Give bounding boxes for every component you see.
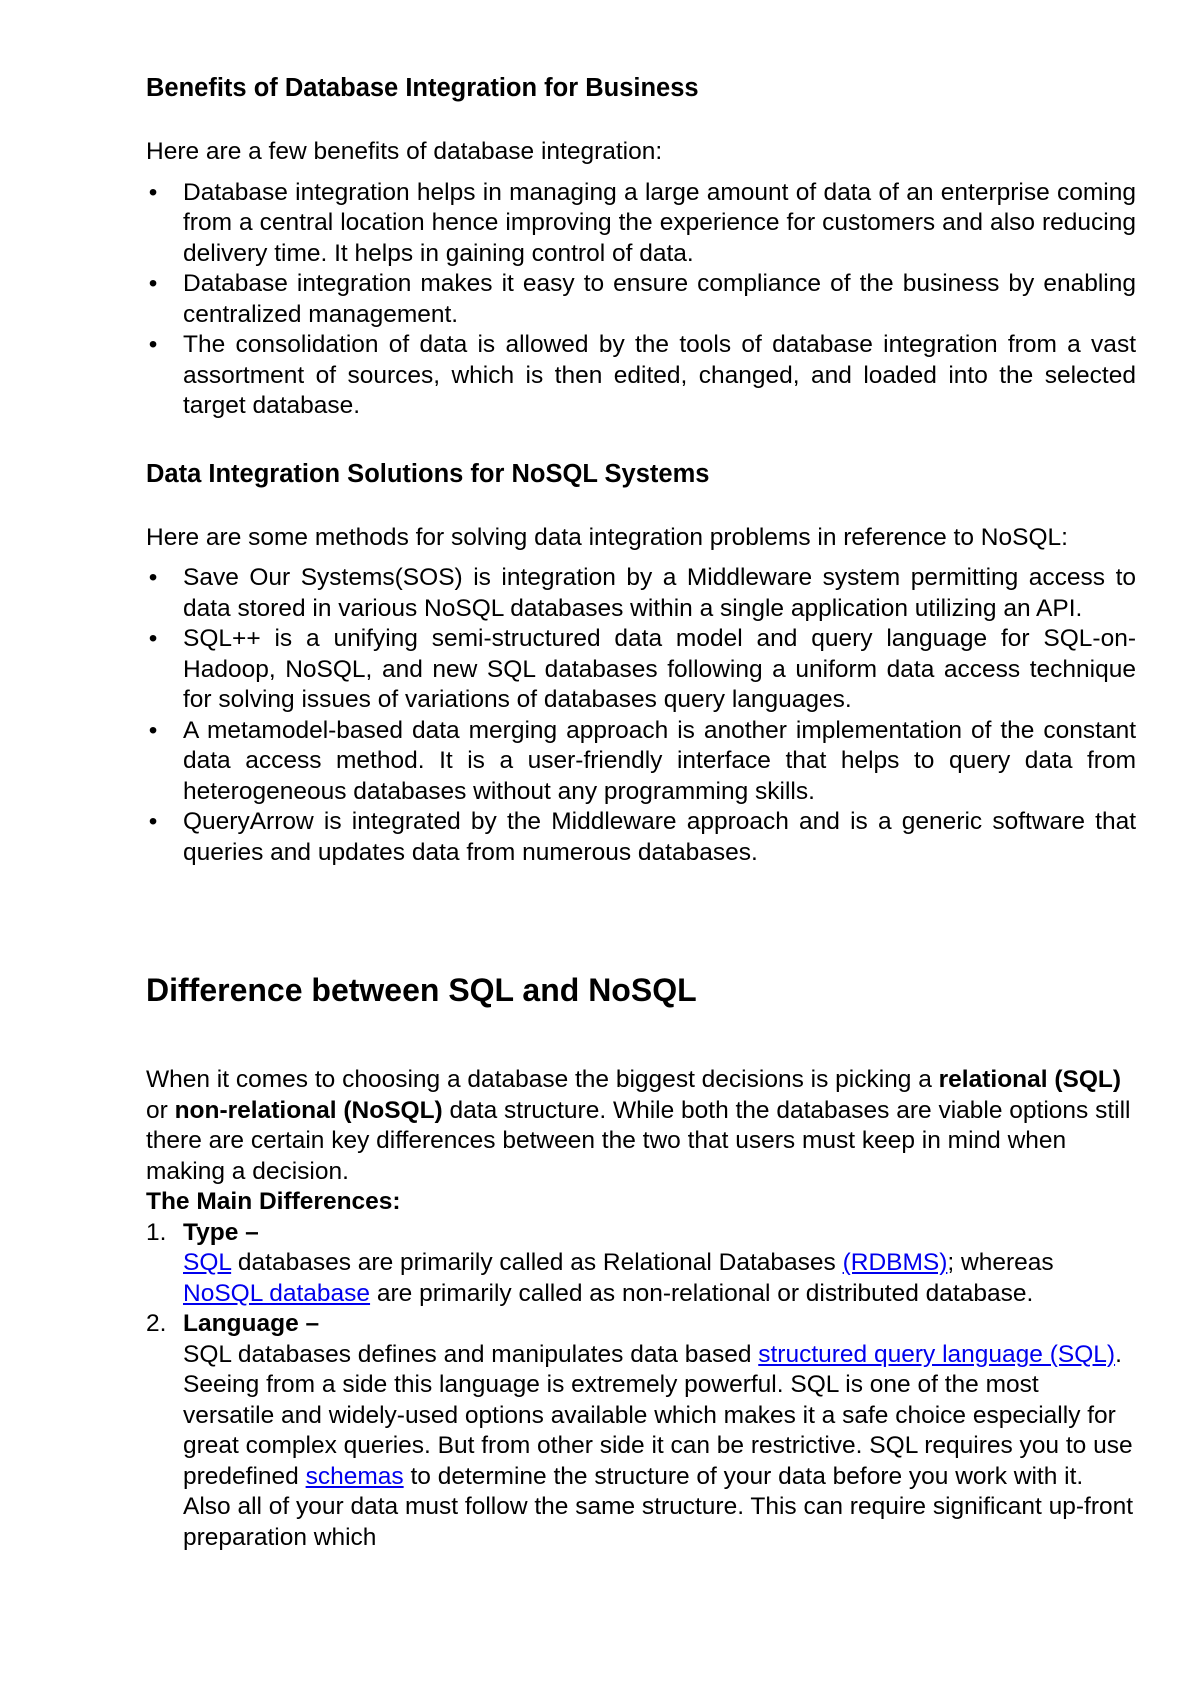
intro-text: or (146, 1096, 175, 1124)
bullet-icon: • (148, 331, 158, 358)
structured-query-language-link[interactable]: structured query language (SQL) (758, 1340, 1116, 1368)
sql-nosql-intro (146, 1065, 1136, 1187)
intro-bold-nonrelational: non-relational (NoSQL) (174, 1096, 443, 1124)
item-text: to determine the structure of your data before you work with it. Also all of your data must follow the same structure. This can require significant up-front preparation which (183, 1462, 1134, 1551)
list-item-text: SQL++ is a unifying semi-structured data model and query language for SQL-on-Hadoop, NoSQL, and new SQL databases following a uniform data access technique for solving issues of variations of databases query languages. (183, 625, 1136, 713)
page-title: Difference between SQL and NoSQL (146, 972, 697, 1008)
list-item-text: Save Our Systems(SOS) is integration by a Middleware system permitting access to data stored in various NoSQL databases within a single application utilizing an API. (183, 564, 1136, 622)
list-item (146, 624, 1136, 716)
document-page (146, 70, 1136, 1553)
section-heading-nosql-solutions: Data Integration Solutions for NoSQL Systems (146, 459, 710, 488)
list-item-text: Database integration makes it easy to ensure compliance of the business by enabling centralized management. (183, 270, 1136, 328)
section-heading-benefits: Benefits of Database Integration for Business (146, 74, 699, 102)
item-text: . Seeing from a side this language is extremely powerful. SQL is one of the most versatile and widely-used options available which makes it a safe choice especially for great complex queries. But from other side it can be restrictive. SQL requires you to use predefined (183, 1340, 1133, 1490)
intro-text: When it comes to choosing a database the biggest decisions is picking a (146, 1066, 939, 1093)
list-item (146, 1218, 1136, 1310)
item-text: SQL databases defines and manipulates data based (183, 1340, 759, 1368)
list-item (146, 716, 1136, 808)
item-text: ; whereas (947, 1249, 1054, 1276)
nosql-solutions-list (146, 563, 1136, 868)
benefits-list (146, 178, 1136, 422)
bullet-icon: • (148, 625, 158, 652)
list-item (146, 269, 1136, 330)
bullet-icon: • (148, 564, 158, 591)
benefits-intro: Here are a few benefits of database integration: (146, 138, 663, 165)
main-differences-label: The Main Differences: (146, 1188, 401, 1215)
list-item (146, 178, 1136, 270)
nosql-database-link[interactable]: NoSQL database (183, 1279, 371, 1307)
list-number: 2. (146, 1310, 167, 1337)
list-item-text: Database integration helps in managing a large amount of data of an enterprise coming from a central location hence improving the experience for customers and also reducing delivery time. It helps in gaining control of data. (183, 178, 1136, 267)
list-number: 1. (146, 1218, 167, 1246)
list-item-text: The consolidation of data is allowed by the tools of database integration from a vast assortment of sources, which is then edited, changed, and loaded into the selected target database. (183, 331, 1136, 419)
item-text: databases are primarily called as Relational Databases (231, 1249, 843, 1276)
list-item (146, 1309, 1136, 1553)
item-title: Type – (183, 1218, 259, 1246)
intro-bold-relational: relational (SQL) (938, 1066, 1122, 1093)
intro-text: data structure. While both the databases are viable options still there are certain key differences between the two that users must keep in mind when making a decision. (146, 1096, 1131, 1185)
list-item-text: QueryArrow is integrated by the Middleware approach and is a generic software that queries and updates data from numerous databases. (183, 808, 1136, 866)
item-text: are primarily called as non-relational or distributed database. (370, 1279, 1034, 1307)
list-item (146, 330, 1136, 422)
bullet-icon: • (148, 808, 158, 835)
list-item (146, 807, 1136, 868)
schemas-link[interactable]: schemas (305, 1462, 404, 1490)
list-item-text: A metamodel-based data merging approach is another implementation of the constant data access method. It is a user-friendly interface that helps to query data from heterogeneous databases without any programming skills. (183, 716, 1136, 805)
sql-link[interactable]: SQL (183, 1249, 232, 1276)
bullet-icon: • (148, 716, 158, 744)
item-title: Language – (183, 1310, 320, 1337)
bullet-icon: • (148, 270, 158, 297)
nosql-intro: Here are some methods for solving data integration problems in reference to NoSQL: (146, 523, 1068, 551)
bullet-icon: • (148, 178, 158, 206)
rdbms-link[interactable]: (RDBMS) (842, 1249, 948, 1276)
differences-list (146, 1218, 1136, 1554)
list-item (146, 563, 1136, 624)
